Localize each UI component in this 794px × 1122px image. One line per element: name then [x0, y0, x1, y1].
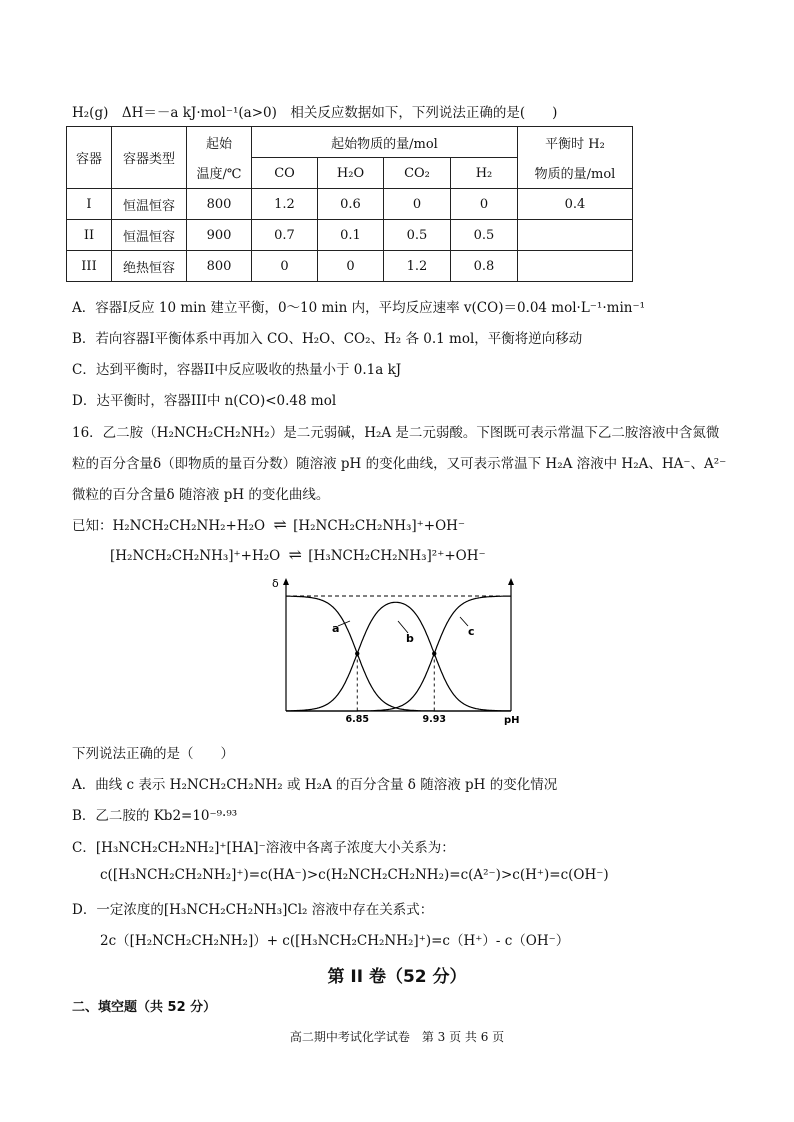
cell: 0 — [451, 189, 518, 220]
cell: 0.8 — [451, 251, 518, 282]
x-tick-9.93: 9.93 — [422, 714, 446, 725]
data-table — [66, 126, 633, 282]
known-eq-2-left: [H₂NCH₂CH₂NH₃]⁺+H₂O — [110, 548, 281, 564]
label-c-leader — [460, 617, 468, 626]
th-eq-1: 平衡时 H₂ — [518, 127, 633, 158]
cell: 1.2 — [384, 251, 451, 282]
delta-ph-chart — [270, 575, 530, 725]
known-eq-2-right: [H₃NCH₂CH₂NH₃]²⁺+OH⁻ — [308, 548, 486, 564]
cell: 0 — [252, 251, 318, 282]
cell: 0 — [384, 189, 451, 220]
cell: 0.6 — [318, 189, 384, 220]
page-footer: 高二期中考试化学试卷 第 3 页 共 6 页 — [289, 1030, 505, 1044]
q16-question: 下列说法正确的是（ ） — [72, 746, 234, 762]
th-h2: H₂ — [451, 158, 518, 189]
cell: III — [67, 251, 112, 282]
q16-option-d: D．一定浓度的[H₃NCH₂CH₂NH₃]Cl₂ 溶液中存在关系式： — [72, 902, 434, 918]
table-row — [67, 189, 633, 220]
q16-stem-1: 16．乙二胺（H₂NCH₂CH₂NH₂）是二元弱碱，H₂A 是二元弱酸。下图既可表示常温下乙二胺溶液中含氮微 — [72, 425, 720, 441]
q15-option-a: A．容器I反应 10 min 建立平衡，0～10 min 内，平均反应速率 v(CO)＝0.04 mol·L⁻¹·min⁻¹ — [72, 300, 645, 316]
equilibrium-arrow-icon: ⇌ — [273, 515, 285, 534]
q16-stem-2: 粒的百分含量δ（即物质的量百分数）随溶液 pH 的变化曲线，又可表示常温下 H₂A 溶液中 H₂A、HA⁻、A²⁻ — [72, 456, 727, 472]
x-tick-6.85: 6.85 — [345, 714, 369, 725]
th-temp-1: 起始 — [187, 127, 252, 158]
cell: 800 — [187, 189, 252, 220]
th-eq-2: 物质的量/mol — [518, 158, 633, 189]
curve-a — [286, 596, 511, 711]
cell: 0.5 — [384, 220, 451, 251]
q15-intro: H₂(g) ΔH＝－a kJ·mol⁻¹(a>0) 相关反应数据如下，下列说法正确的是( ) — [72, 105, 558, 121]
q15-option-c: C．达到平衡时，容器II中反应吸收的热量小于 0.1a kJ — [72, 362, 402, 378]
section-heading: 二、填空题（共 52 分） — [72, 1000, 217, 1015]
cell: 恒温恒容 — [112, 189, 187, 220]
known-eq-2 — [110, 545, 486, 564]
equilibrium-arrow-icon: ⇌ — [288, 545, 300, 564]
q16-option-c-detail: c([H₃NCH₂CH₂NH₂]⁺)=c(HA⁻)>c(H₂NCH₂CH₂NH₂)=c(A²⁻)>c(H⁺)=c(OH⁻) — [100, 867, 609, 883]
cell — [518, 251, 633, 282]
known-eq-1-right: [H₂NCH₂CH₂NH₃]⁺+OH⁻ — [293, 518, 466, 534]
cell: 0.5 — [451, 220, 518, 251]
q16-option-d-detail: 2c（[H₂NCH₂CH₂NH₂]）+ c([H₃NCH₂CH₂NH₂]⁺)=c（H⁺）- c（OH⁻） — [100, 933, 570, 949]
cell: 900 — [187, 220, 252, 251]
cell: 0.1 — [318, 220, 384, 251]
q15-option-b: B．若向容器I平衡体系中再加入 CO、H₂O、CO₂、H₂ 各 0.1 mol，平衡将逆向移动 — [72, 331, 583, 347]
th-type: 容器类型 — [112, 127, 187, 189]
q15-option-d: D．达平衡时，容器III中 n(CO)<0.48 mol — [72, 393, 337, 409]
curve-b — [286, 602, 511, 711]
known-eq-1 — [72, 514, 465, 534]
th-co2: CO₂ — [384, 158, 451, 189]
cell — [518, 220, 633, 251]
cell: 恒温恒容 — [112, 220, 187, 251]
cell: 绝热恒容 — [112, 251, 187, 282]
th-h2o: H₂O — [318, 158, 384, 189]
curve-a-label: a — [332, 622, 340, 635]
q16-option-b: B．乙二胺的 Kb2=10⁻⁹·⁹³ — [72, 808, 238, 824]
cell: 800 — [187, 251, 252, 282]
table-row — [67, 220, 633, 251]
y-axis-label: δ — [272, 577, 279, 590]
curve-b-label: b — [406, 632, 414, 645]
curve-c-label: c — [468, 625, 475, 638]
y-axis-arrow-icon — [283, 578, 289, 585]
cell: 0.7 — [252, 220, 318, 251]
table-row — [67, 251, 633, 282]
cell: 0 — [318, 251, 384, 282]
th-co: CO — [252, 158, 318, 189]
q16-option-a: A．曲线 c 表示 H₂NCH₂CH₂NH₂ 或 H₂A 的百分含量 δ 随溶液 pH 的变化情况 — [72, 777, 558, 793]
th-start: 起始物质的量/mol — [252, 127, 518, 158]
x-axis-label: pH — [504, 715, 520, 725]
crossing-1-point — [355, 651, 359, 655]
th-container: 容器 — [67, 127, 112, 189]
part-2-title: 第 II 卷（52 分） — [327, 967, 467, 987]
cell: I — [67, 189, 112, 220]
q16-option-c: C．[H₃NCH₂CH₂NH₂]⁺[HA]⁻溶液中各离子浓度大小关系为： — [72, 840, 455, 856]
q16-stem-3: 微粒的百分含量δ 随溶液 pH 的变化曲线。 — [72, 487, 330, 503]
crossing-2-point — [432, 651, 436, 655]
cell: 1.2 — [252, 189, 318, 220]
known-eq-1-left: 已知：H₂NCH₂CH₂NH₂+H₂O — [72, 518, 266, 534]
right-axis-arrow-icon — [508, 578, 514, 585]
curve-c — [286, 596, 511, 711]
th-temp-2: 温度/℃ — [187, 158, 252, 189]
cell: 0.4 — [518, 189, 633, 220]
cell: II — [67, 220, 112, 251]
